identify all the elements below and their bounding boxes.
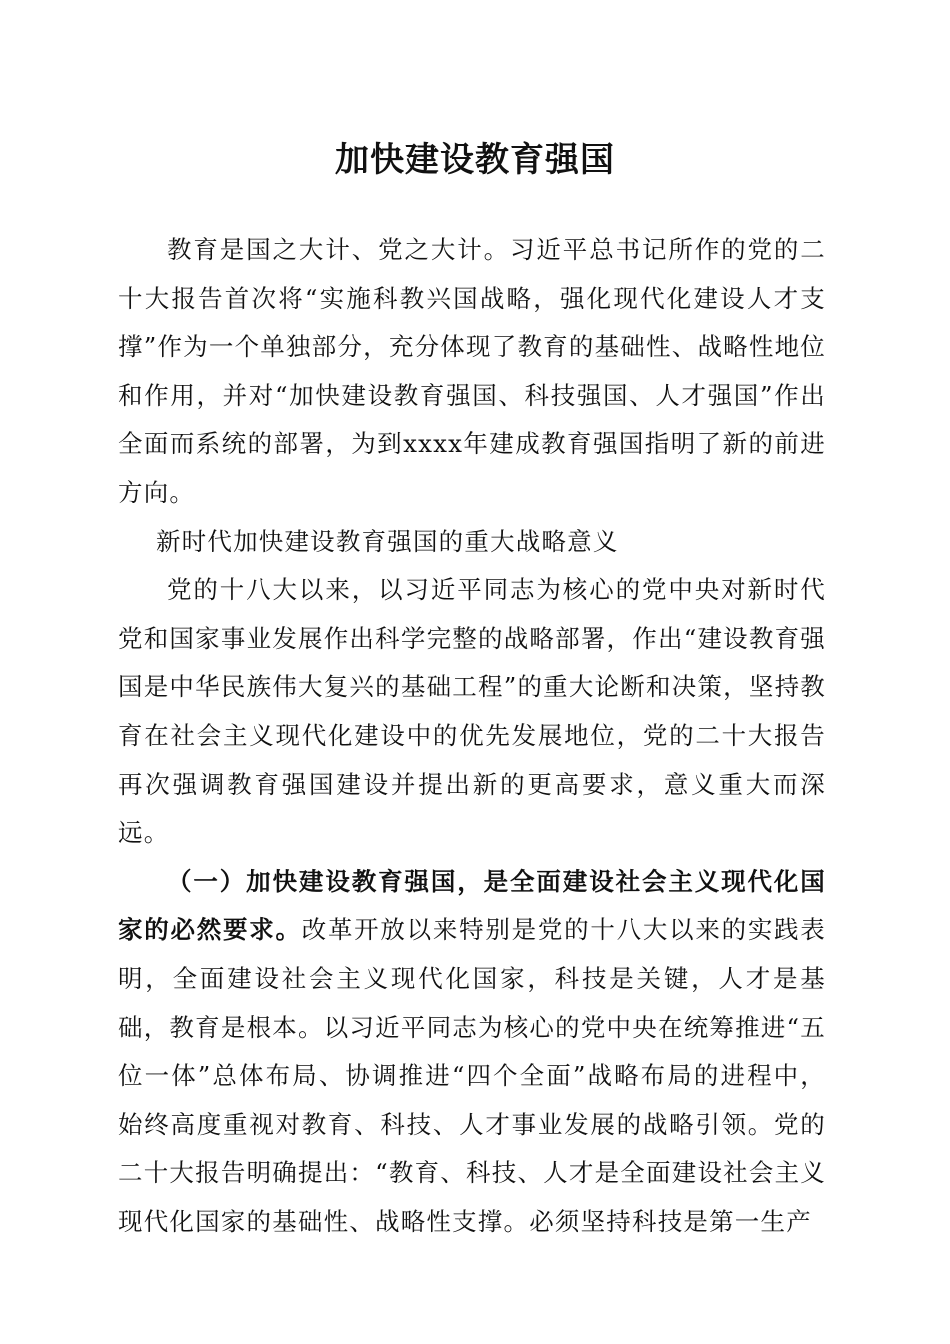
paragraph-point-one [118, 858, 826, 1247]
document-title: 加快建设教育强国 [335, 140, 615, 180]
point-one-text: 改革开放以来特别是党的十八大以来的实践表明，全面建设社会主义现代化国家，科技是关键，人才是基础，教育是根本。以习近平同志为核心的党中央在统筹推进“五位一体”总体布局、协调推进“四个全面”战略布局的进程中，始终高度重视对教育、科技、人才事业发展的战略引领。党的二十大报告明确提出：“教育、科技、人才是全面建设社会主义现代化国家的基础性、战略性支撑。必须坚持科技是第一生产 [118, 915, 827, 1236]
paragraph-intro: 教育是国之大计、党之大计。习近平总书记所作的党的二十大报告首次将“实施科教兴国战略，强化现代化建设人才支撑”作为一个单独部分，充分体现了教育的基础性、战略性地位和作用，并对“加快建设教育强国、科技强国、人才强国”作出全面而系统的部署，为到xxxx年建成教育强国指明了新的前进方向。 [118, 235, 826, 507]
point-one-heading: （一）加快建设教育强国，是全面建设社会主义现代化国家的必然要求。 [118, 866, 826, 945]
paragraph-significance: 党的十八大以来，以习近平同志为核心的党中央对新时代党和国家事业发展作出科学完整的战略部署，作出“建设教育强国是中华民族伟大复兴的基础工程”的重大论断和决策，坚持教育在社会主义现代化建设中的优先发展地位，党的二十大报告再次强调教育强国建设并提出新的更高要求，意义重大而深远。 [118, 575, 826, 848]
document-body [118, 226, 826, 1246]
section-subheading: 新时代加快建设教育强国的重大战略意义 [155, 526, 619, 556]
